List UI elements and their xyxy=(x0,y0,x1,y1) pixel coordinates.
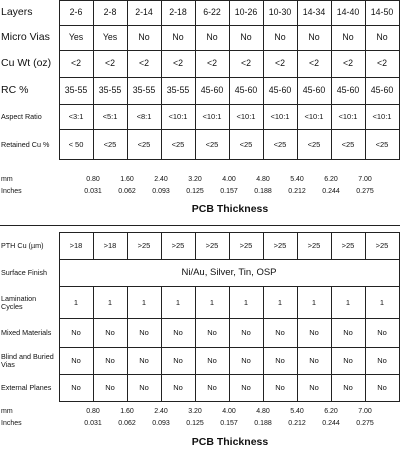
axis-tick-inches: 0.188 xyxy=(254,188,272,195)
table-cell: No xyxy=(59,348,93,375)
row-label: Retained Cu % xyxy=(1,139,50,149)
table-cell: No xyxy=(297,348,331,375)
axis-tick-inches: 0.275 xyxy=(356,420,374,427)
table-cell: <10:1 xyxy=(263,105,297,130)
table-row xyxy=(0,26,399,51)
table-cell: >25 xyxy=(229,233,263,260)
table-cell: >18 xyxy=(93,233,127,260)
axis-tick-mm: 4.80 xyxy=(256,176,270,183)
table-cell: <10:1 xyxy=(365,105,399,130)
table-cell: Yes xyxy=(59,26,93,51)
table-cell: 1 xyxy=(127,287,161,319)
table-cell: <2 xyxy=(365,51,399,78)
table-cell: No xyxy=(161,375,195,402)
table-row xyxy=(0,130,399,160)
table-cell: 45-60 xyxy=(331,78,365,105)
axis-tick-inches: 0.157 xyxy=(220,188,238,195)
axis-tick-inches: 0.188 xyxy=(254,420,272,427)
table-cell: No xyxy=(195,26,229,51)
table-cell: <25 xyxy=(297,130,331,160)
axis-title-top: PCB Thickness xyxy=(191,203,269,215)
table-cell: No xyxy=(263,375,297,402)
table-cell: No xyxy=(93,319,127,348)
axis-tick-mm: 3.20 xyxy=(188,408,202,415)
table-cell: 10-26 xyxy=(229,1,263,26)
axis-tick-mm: 0.80 xyxy=(86,176,100,183)
table-cell: No xyxy=(195,319,229,348)
table-cell: <2 xyxy=(263,51,297,78)
table-cell: No xyxy=(59,319,93,348)
table-cell: 1 xyxy=(161,287,195,319)
table-cell: No xyxy=(59,375,93,402)
table-row xyxy=(0,348,399,375)
table-cell: No xyxy=(297,26,331,51)
table-row xyxy=(0,1,399,26)
axis-tick-mm: 0.80 xyxy=(86,408,100,415)
table-cell: <25 xyxy=(161,130,195,160)
table-cell: 35-55 xyxy=(161,78,195,105)
table-cell: No xyxy=(263,26,297,51)
table-row xyxy=(0,51,399,78)
table-cell: No xyxy=(331,319,365,348)
design-rules-table-bottom xyxy=(0,232,400,402)
table-cell: No xyxy=(365,375,399,402)
table-cell: 45-60 xyxy=(297,78,331,105)
table-cell: 1 xyxy=(331,287,365,319)
table-cell: <10:1 xyxy=(331,105,365,130)
table-cell: No xyxy=(229,319,263,348)
table-cell: <25 xyxy=(263,130,297,160)
table-cell: < 50 xyxy=(59,130,93,160)
table-cell: No xyxy=(297,319,331,348)
table-cell: No xyxy=(93,375,127,402)
table-cell: >18 xyxy=(59,233,93,260)
table-row xyxy=(0,260,399,287)
table-cell: <10:1 xyxy=(195,105,229,130)
table-cell: <25 xyxy=(331,130,365,160)
axis-tick-inches: 0.125 xyxy=(186,420,204,427)
table-cell: <10:1 xyxy=(297,105,331,130)
axis-unit-inches: Inches xyxy=(1,188,22,195)
table-cell: <25 xyxy=(195,130,229,160)
table-cell: >25 xyxy=(195,233,229,260)
axis-unit-mm: mm xyxy=(1,176,13,183)
table-cell: <3:1 xyxy=(59,105,93,130)
axis-unit-inches: Inches xyxy=(1,420,22,427)
table-cell: >25 xyxy=(127,233,161,260)
row-label: Cu Wt (oz) xyxy=(1,57,52,70)
table-cell: 45-60 xyxy=(195,78,229,105)
table-cell: <2 xyxy=(297,51,331,78)
table-cell: <25 xyxy=(127,130,161,160)
table-cell: No xyxy=(127,319,161,348)
table-cell: <2 xyxy=(195,51,229,78)
table-cell: <2 xyxy=(59,51,93,78)
table-cell: 1 xyxy=(59,287,93,319)
row-label: Aspect Ratio xyxy=(1,112,42,122)
table-cell: No xyxy=(161,26,195,51)
table-cell: Yes xyxy=(93,26,127,51)
table-cell: 2-14 xyxy=(127,1,161,26)
table-cell: 35-55 xyxy=(127,78,161,105)
table-cell: No xyxy=(195,375,229,402)
table-cell: No xyxy=(331,348,365,375)
axis-tick-mm: 1.60 xyxy=(120,408,134,415)
table-cell: >25 xyxy=(297,233,331,260)
axis-tick-mm: 5.40 xyxy=(290,176,304,183)
table-cell: No xyxy=(195,348,229,375)
table-cell: 14-50 xyxy=(365,1,399,26)
axis-tick-inches: 0.062 xyxy=(118,188,136,195)
table-cell: 35-55 xyxy=(59,78,93,105)
axis-tick-inches: 0.212 xyxy=(288,420,306,427)
table-cell: 45-60 xyxy=(263,78,297,105)
axis-tick-inches: 0.031 xyxy=(84,188,102,195)
table-cell: No xyxy=(127,348,161,375)
section-divider xyxy=(0,225,400,226)
table-cell: 45-60 xyxy=(365,78,399,105)
table-cell: >25 xyxy=(263,233,297,260)
table-cell: >25 xyxy=(161,233,195,260)
axis-tick-mm: 3.20 xyxy=(188,176,202,183)
table-row xyxy=(0,233,399,260)
table-cell: No xyxy=(297,375,331,402)
table-cell: No xyxy=(263,319,297,348)
row-label: Lamination Cycles xyxy=(1,293,37,311)
table-cell: <8:1 xyxy=(127,105,161,130)
table-cell: <10:1 xyxy=(229,105,263,130)
table-cell: <2 xyxy=(331,51,365,78)
table-cell: 1 xyxy=(195,287,229,319)
row-label: External Planes xyxy=(1,383,52,393)
axis-tick-mm: 6.20 xyxy=(324,176,338,183)
table-cell: <10:1 xyxy=(161,105,195,130)
table-row xyxy=(0,319,399,348)
axis-tick-mm: 4.00 xyxy=(222,176,236,183)
axis-tick-mm: 1.60 xyxy=(120,176,134,183)
table-cell: No xyxy=(127,375,161,402)
table-cell: No xyxy=(365,348,399,375)
axis-tick-mm: 5.40 xyxy=(290,408,304,415)
table-cell: 45-60 xyxy=(229,78,263,105)
table-cell: <5:1 xyxy=(93,105,127,130)
table-cell: >25 xyxy=(331,233,365,260)
merged-cell: Ni/Au, Silver, Tin, OSP xyxy=(59,260,399,287)
table-cell: <2 xyxy=(93,51,127,78)
table-cell: 1 xyxy=(365,287,399,319)
design-rules-table-top xyxy=(0,0,400,160)
table-cell: No xyxy=(93,348,127,375)
table-cell: 10-30 xyxy=(263,1,297,26)
table-cell: 1 xyxy=(263,287,297,319)
table-cell: No xyxy=(229,26,263,51)
table-cell: 14-34 xyxy=(297,1,331,26)
axis-tick-inches: 0.212 xyxy=(288,188,306,195)
table-cell: 14-40 xyxy=(331,1,365,26)
table-cell: No xyxy=(365,319,399,348)
axis-tick-inches: 0.157 xyxy=(220,420,238,427)
table-row xyxy=(0,78,399,105)
table-row xyxy=(0,105,399,130)
axis-tick-inches: 0.275 xyxy=(356,188,374,195)
axis-tick-inches: 0.093 xyxy=(152,188,170,195)
table-cell: No xyxy=(161,319,195,348)
table-cell: No xyxy=(229,375,263,402)
axis-unit-mm: mm xyxy=(1,408,13,415)
table-row xyxy=(0,287,399,319)
table-cell: No xyxy=(127,26,161,51)
axis-tick-mm: 7.00 xyxy=(358,176,372,183)
row-label: PTH Cu (µm) xyxy=(1,241,44,251)
table-cell: No xyxy=(229,348,263,375)
table-cell: 1 xyxy=(93,287,127,319)
axis-tick-mm: 2.40 xyxy=(154,176,168,183)
row-label: RC % xyxy=(1,84,29,97)
row-label: Blind and Buried Vias xyxy=(1,352,54,369)
table-row xyxy=(0,375,399,402)
table-cell: 35-55 xyxy=(93,78,127,105)
table-cell: 2-6 xyxy=(59,1,93,26)
axis-tick-inches: 0.093 xyxy=(152,420,170,427)
axis-tick-mm: 4.00 xyxy=(222,408,236,415)
row-label: Micro Vias xyxy=(1,31,50,44)
table-cell: <25 xyxy=(365,130,399,160)
table-cell: <2 xyxy=(161,51,195,78)
table-cell: 2-18 xyxy=(161,1,195,26)
axis-tick-inches: 0.244 xyxy=(322,420,340,427)
axis-tick-mm: 4.80 xyxy=(256,408,270,415)
table-cell: No xyxy=(161,348,195,375)
axis-tick-inches: 0.031 xyxy=(84,420,102,427)
axis-tick-mm: 2.40 xyxy=(154,408,168,415)
row-label: Layers xyxy=(1,6,33,19)
table-cell: No xyxy=(365,26,399,51)
table-cell: >25 xyxy=(365,233,399,260)
table-cell: No xyxy=(331,26,365,51)
table-cell: <2 xyxy=(229,51,263,78)
axis-title-bottom: PCB Thickness xyxy=(191,436,269,448)
table-cell: 1 xyxy=(229,287,263,319)
table-cell: 2-8 xyxy=(93,1,127,26)
table-cell: 6-22 xyxy=(195,1,229,26)
table-cell: No xyxy=(331,375,365,402)
table-cell: <25 xyxy=(93,130,127,160)
axis-tick-inches: 0.125 xyxy=(186,188,204,195)
table-cell: 1 xyxy=(297,287,331,319)
table-cell: <25 xyxy=(229,130,263,160)
axis-tick-mm: 7.00 xyxy=(358,408,372,415)
table-cell: No xyxy=(263,348,297,375)
table-cell: <2 xyxy=(127,51,161,78)
axis-tick-inches: 0.062 xyxy=(118,420,136,427)
row-label: Surface Finish xyxy=(1,268,47,278)
row-label: Mixed Materials xyxy=(1,328,52,338)
axis-tick-inches: 0.244 xyxy=(322,188,340,195)
axis-tick-mm: 6.20 xyxy=(324,408,338,415)
